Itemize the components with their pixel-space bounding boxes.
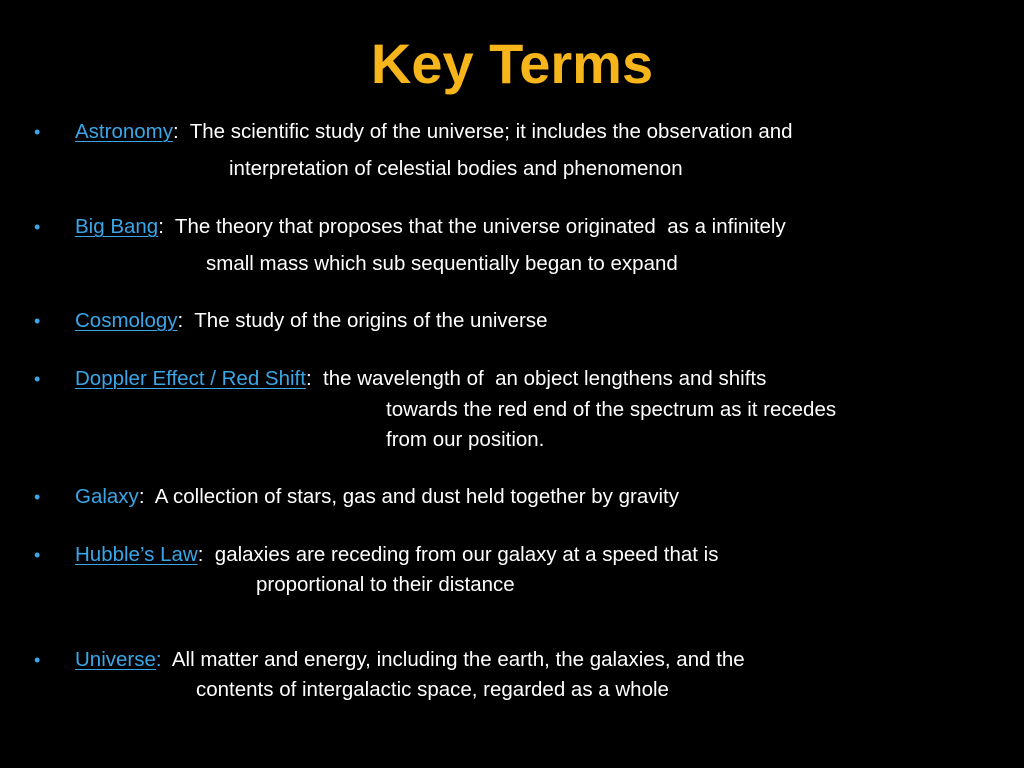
definition-line [75, 213, 786, 241]
definition-text: the wavelength of an object lengthens and shifts [311, 367, 767, 390]
definition-line [75, 365, 766, 393]
term-link-hubbles-law[interactable]: Hubble’s Law [75, 543, 198, 566]
term-link-astronomy[interactable]: Astronomy [75, 120, 173, 143]
bullet-icon: • [34, 650, 41, 670]
term-separator: : [305, 367, 312, 390]
definition-line [75, 118, 793, 146]
term-separator: : [172, 120, 179, 143]
term-link-big-bang[interactable]: Big Bang [75, 215, 159, 238]
definition-continuation: towards the red end of the spectrum as it recedes [386, 398, 837, 421]
term-separator: : [155, 648, 162, 671]
term-separator: : [138, 485, 145, 508]
definition-line [75, 646, 745, 674]
definition-text: The scientific study of the universe; it includes the observation and [178, 120, 793, 143]
definition-text: All matter and energy, including the earth, the galaxies, and the [161, 648, 745, 671]
definition-line [75, 483, 679, 511]
term-link-universe[interactable]: Universe [75, 648, 156, 671]
bullet-icon: • [34, 217, 41, 237]
term-link-doppler-effect[interactable]: Doppler Effect / Red Shift [75, 367, 306, 390]
definition-continuation: proportional to their distance [256, 573, 515, 596]
bullet-icon: • [34, 487, 41, 507]
definition-continuation: contents of intergalactic space, regarded as a whole [196, 678, 669, 701]
definition-text: The study of the origins of the universe [183, 309, 548, 332]
bullet-icon: • [34, 311, 41, 331]
term-link-cosmology[interactable]: Cosmology [75, 309, 178, 332]
term-galaxy: Galaxy [75, 485, 139, 508]
bullet-icon: • [34, 545, 41, 565]
term-separator: : [177, 309, 184, 332]
slide-title: Key Terms [370, 32, 654, 95]
definition-text: galaxies are receding from our galaxy at a speed that is [203, 543, 719, 566]
term-separator: : [158, 215, 164, 238]
definition-text: A collection of stars, gas and dust held together by gravity [144, 485, 679, 508]
definition-text: The theory that proposes that the universe originated as a infinitely [163, 215, 786, 238]
term-separator: : [197, 543, 204, 566]
definition-continuation: from our position. [386, 428, 545, 451]
definition-continuation: interpretation of celestial bodies and phenomenon [229, 157, 683, 180]
definition-continuation: small mass which sub sequentially began to expand [206, 252, 678, 275]
bullet-icon: • [34, 369, 41, 389]
bullet-icon: • [34, 122, 41, 142]
definition-line [75, 541, 718, 569]
definition-line [75, 307, 548, 335]
